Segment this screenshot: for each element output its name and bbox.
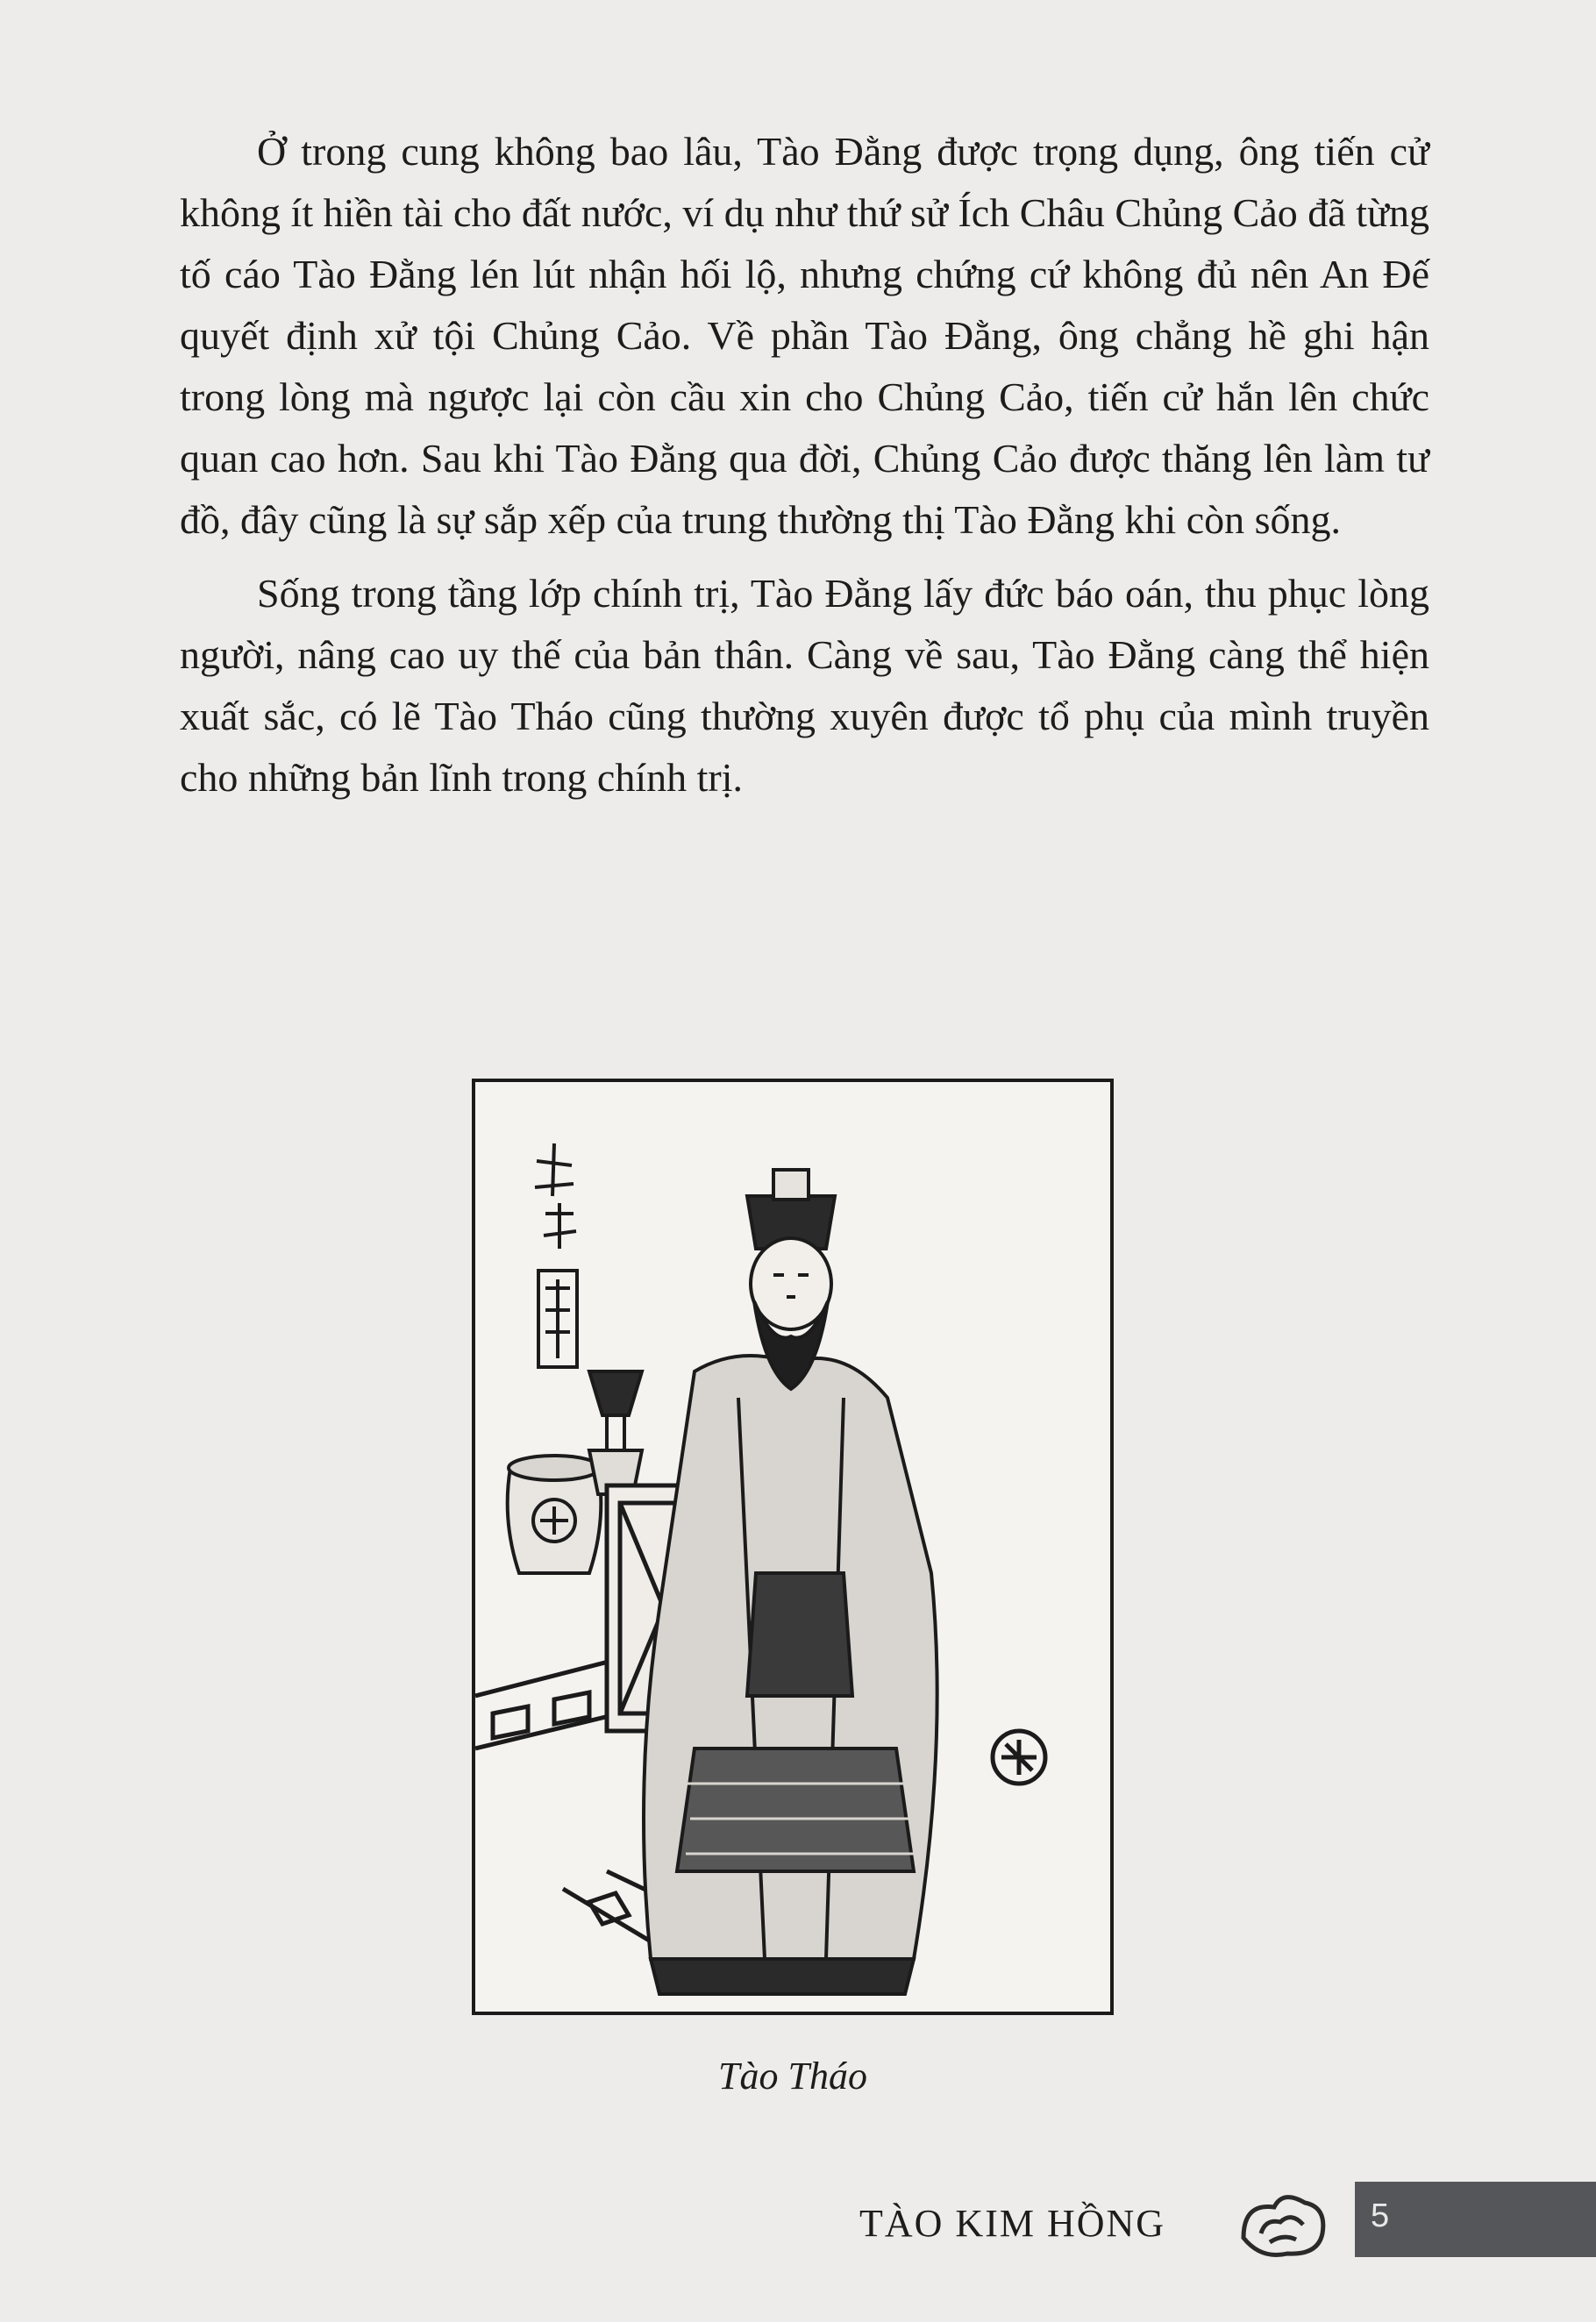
body-text: [180, 121, 1429, 821]
ink-portrait-illustration: [475, 1082, 1110, 2012]
paragraph-2: Sống trong tầng lớp chính trị, Tào Đằng lấy đức báo oán, thu phục lòng người, nâng cao uy thế của bản thân. Càng về sau, Tào Đằng càng thể hiện xuất sắc, có lẽ Tào Tháo cũng thường xuyên được tổ phụ của mình truyền cho những bản lĩnh trong chính trị.: [180, 571, 1429, 800]
page-number-bar: [1355, 2182, 1596, 2257]
paragraph-1: Ở trong cung không bao lâu, Tào Đằng được trọng dụng, ông tiến cử không ít hiền tài cho đất nước, ví dụ như thứ sử Ích Châu Chủng Cảo đã từng tố cáo Tào Đằng lén lút nhận hối lộ, nhưng chứng cứ không đủ nên An Đế quyết định xử tội Chủng Cảo. Về phần Tào Đằng, ông chẳng hề ghi hận trong lòng mà ngược lại còn cầu xin cho Chủng Cảo, tiến cử hắn lên chức quan cao hơn. Sau khi Tào Đằng qua đời, Chủng Cảo được thăng lên làm tư đồ, đây cũng là sự sắp xếp của trung thường thị Tào Đằng khi còn sống.: [180, 129, 1429, 542]
footer-author: TÀO KIM HỒNG: [859, 2202, 1166, 2245]
cloud-ornament-icon: [1235, 2185, 1331, 2264]
portrait-figure: [472, 1079, 1114, 2015]
figure-caption: Tào Tháo: [718, 2055, 867, 2098]
page-number: 5: [1371, 2197, 1390, 2234]
